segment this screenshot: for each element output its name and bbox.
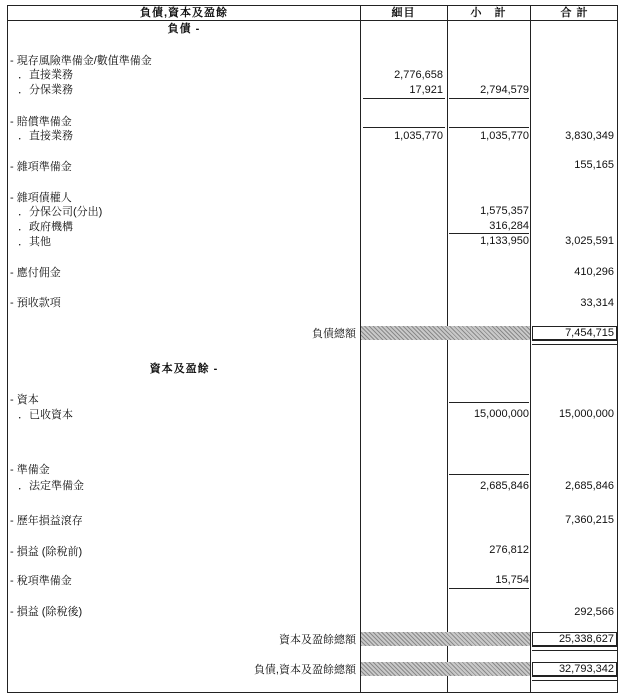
pretax-subtotal: 276,812 <box>489 544 529 556</box>
column-header-detail: 細目 <box>391 7 416 19</box>
legal-reserve-total: 2,685,846 <box>565 480 614 492</box>
shaded-cell <box>361 326 530 340</box>
underline <box>449 98 529 99</box>
row-label-commission-payable: - 應付佣金 <box>10 267 61 279</box>
row-label-profit-before-tax: - 損益 (除稅前) <box>10 546 83 558</box>
row-label-misc-creditors: - 雜項債權人 <box>10 192 72 204</box>
row-label-claims-direct: ．直接業務 <box>18 130 73 142</box>
misc-reserve-total: 155,165 <box>574 159 614 171</box>
column-divider <box>360 6 361 692</box>
balance-sheet-table <box>7 5 618 693</box>
row-label-creditors-reinsurers: ．分保公司(分出) <box>18 206 103 218</box>
row-label-reserves: - 準備金 <box>10 464 50 476</box>
row-label-profit-after-tax: - 損益 (除稅後) <box>10 606 83 618</box>
row-label-prepaid-receipts: - 預收款項 <box>10 297 61 309</box>
underline <box>449 588 529 589</box>
column-divider <box>447 6 448 692</box>
reserve-ceded-detail: 17,921 <box>409 84 443 96</box>
paid-up-total: 15,000,000 <box>558 408 614 420</box>
commission-total: 410,296 <box>574 266 614 278</box>
capital-section-title: 資本及盈餘 - <box>149 363 219 375</box>
row-label-legal-reserve: ．法定準備金 <box>18 480 84 492</box>
grand-total-label: 負債,資本及盈餘總額 <box>253 664 356 676</box>
table-title: 負債,資本及盈餘 <box>139 7 229 19</box>
row-label-claims-reserve: - 賠償準備金 <box>10 116 72 128</box>
row-label-creditors-government: ．政府機構 <box>18 221 73 233</box>
underline <box>449 402 529 403</box>
prepaid-total: 33,314 <box>580 297 614 309</box>
creditors-total: 3,025,591 <box>565 235 614 247</box>
row-label-paid-up-capital: ．已收資本 <box>18 409 73 421</box>
shaded-cell <box>361 662 530 676</box>
double-underline <box>532 340 617 345</box>
liabilities-total: 7,454,715 <box>565 327 614 339</box>
double-underline <box>532 646 617 651</box>
row-label-tax-provision: - 稅項準備金 <box>10 575 72 587</box>
capital-total-label: 資本及盈餘總額 <box>279 634 356 646</box>
row-label-reserve-direct: ．直接業務 <box>18 69 73 81</box>
underline <box>449 474 529 475</box>
column-divider <box>530 6 531 692</box>
creditors-government-subtotal: 316,284 <box>489 220 529 232</box>
column-header-subtotal: 小 計 <box>470 7 507 19</box>
capital-total: 25,338,627 <box>558 633 614 645</box>
underline <box>449 233 529 234</box>
aftertax-total: 292,566 <box>574 606 614 618</box>
legal-reserve-subtotal: 2,685,846 <box>480 480 529 492</box>
underline <box>363 98 445 99</box>
liabilities-total-label: 負債總額 <box>312 328 356 340</box>
underline <box>449 127 529 128</box>
creditors-reinsurers-subtotal: 1,575,357 <box>480 205 529 217</box>
claims-direct-detail: 1,035,770 <box>394 130 443 142</box>
grand-total: 32,793,342 <box>558 663 614 675</box>
paid-up-subtotal: 15,000,000 <box>473 408 529 420</box>
claims-total: 3,830,349 <box>565 130 614 142</box>
row-label-unexpired-reserve: - 現存風險準備金/數值準備金 <box>10 55 152 67</box>
liabilities-section-title: 負債 - <box>167 23 201 35</box>
row-label-misc-reserve: - 雜項準備金 <box>10 161 72 173</box>
reserve-subtotal: 2,794,579 <box>480 84 529 96</box>
creditors-other-subtotal: 1,133,950 <box>480 235 529 247</box>
row-label-retained-earnings: - 歷年損益滾存 <box>10 515 83 527</box>
row-label-reserve-ceded: ．分保業務 <box>18 84 73 96</box>
underline <box>363 127 445 128</box>
double-underline <box>532 676 617 681</box>
shaded-cell <box>361 632 530 646</box>
header-separator <box>8 20 617 21</box>
claims-subtotal: 1,035,770 <box>480 130 529 142</box>
retained-total: 7,360,215 <box>565 514 614 526</box>
column-header-total: 合 計 <box>560 7 589 19</box>
tax-subtotal: 15,754 <box>495 574 529 586</box>
reserve-direct-detail: 2,776,658 <box>394 69 443 81</box>
row-label-creditors-other: ．其他 <box>18 236 51 248</box>
row-label-capital: - 資本 <box>10 394 39 406</box>
